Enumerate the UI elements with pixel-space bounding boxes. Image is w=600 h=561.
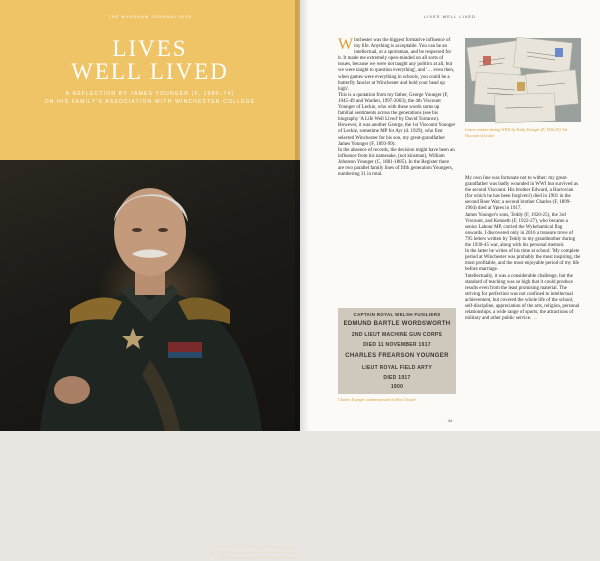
portrait-caption	[186, 544, 296, 561]
paragraph: James Younger's sons, Teddy (F, 1920-25), the 3rd Viscount, and Kenneth (F, 1922-27), who became a senior Labour MP, carried the Wykehamical flag onwards. I discovered only in 2016 a treasure trove of 795 letters written by Teddy to my grandmother during the 1930-45 war, along with his personal memoir.	[465, 212, 576, 249]
left-page	[0, 0, 300, 560]
paragraph: In the latter he writes of his time at school: 'My complete period at Winchester was probably the most inspiring, the most profitable, and the most enjoyable period of my life before marriage.	[465, 249, 581, 273]
running-head-right: LIVES WELL LIVED	[424, 14, 476, 19]
title-panel	[0, 0, 300, 180]
carving-line: DIED 11 NOVEMBER 1917	[363, 342, 431, 348]
war-cloister-carving-photo	[338, 308, 456, 394]
article-title	[0, 37, 300, 83]
caption-line-1: James Younger (F, 1893–95) 1st Viscount of Leckie,	[213, 544, 296, 549]
drop-cap: W	[338, 36, 354, 53]
article-subtitle	[0, 90, 300, 106]
carving-line: 2ND LIEUT MACHINE GUN CORPS	[351, 332, 443, 338]
paragraph: However, it was another George, the 1st Viscount Younger of Leckie, sometime MP for Ayr (d. 1929), who first selected Winchester for his son, my great-grandfather James Younger (F, 1893-99).	[338, 123, 456, 147]
portrait-illustration	[0, 160, 300, 431]
paragraph: My own line was fortunate not to wither: my great-grandfather was badly wounded in WWI but survived as the second Viscount. His brother Edward, a Harrovian (for which he has been forgiven!) died in 1901 in the second Boer War; a second brother Charles (F, 1899-1904) died at Ypres in 1917.	[465, 176, 578, 212]
letters-illustration	[465, 38, 581, 122]
title-line-1: LIVES	[112, 36, 188, 61]
carving-line: 1900	[390, 384, 404, 390]
subtitle-line-1: A REFLECTION BY JAMES YOUNGER (F, 1980–74)	[65, 91, 235, 97]
carving-line: CHARLES FREARSON YOUNGER	[345, 353, 449, 359]
carving-line: DIED 1917	[383, 375, 411, 381]
paragraph-text: inchester was the biggest formative influence of my life. Anything is acceptable. You can be an intellectual, or a sportsman, and be respected for it. It made me extremely open-minded on all sorts of issues, because we were not taught any politics at all, but we were taught to question everything', and '… even then, when games were everything in schools, you could be a butterfly fancier at Winchester and hold your head up high'.	[338, 38, 455, 92]
paragraph	[465, 274, 581, 323]
body-column-1	[338, 38, 456, 178]
page-number: 44	[447, 418, 453, 423]
page-gutter	[295, 0, 309, 431]
paragraph-text: 'Intellectually, it was a considerable challenge, but the standard of teaching was so high that it could produce results even from the least promising material. The striving for perfection was not confined to intellectual achievement, but covered the whole life of the school, self-discipline, appreciation of the arts, religion, personal relationships, a wide range of sports, the attractions of military and other public service.	[465, 273, 580, 322]
running-head: THE WYKEHAM JOURNAL 2025	[108, 14, 192, 19]
caption-line-2: the author's great-grandfather in his Royal Company	[210, 549, 296, 555]
paragraph: In the absence of records, the decision might have been an influence from his namesake, (not kinsman), William Johnston Younger (C, 1881-1885). In the Register there are two parallel family lines of fifth generation Youngers, numbering 31 in total.	[338, 147, 455, 178]
title-line-2: WELL LIVED	[71, 59, 229, 84]
right-page	[300, 0, 600, 431]
letters-photo	[465, 38, 581, 122]
portrait-painting	[0, 160, 300, 560]
carving-line: LIEUT ROYAL FIELD ARTY	[361, 365, 433, 371]
body-column-2	[465, 176, 581, 322]
paragraph: This is a quotation from my father, George Younger (F, 1945-49 and Warden, 1997-2003), the 4th Viscount Younger of Leckie, who with these words sums up familial sentiments across the generations (see his biography 'A Life Well Lived' by David Torrance).	[338, 92, 449, 123]
carving-line: EDMUND BARTLE WORDSWORTH	[343, 321, 451, 327]
subtitle-line-2: ON HIS FAMILY'S ASSOCIATION WITH WINCHESTER COLLEGE	[44, 99, 256, 105]
letters-caption: Letters written during WWII by Teddy Younger (F, 1920-25) 3rd Viscount of Leckie	[465, 127, 568, 138]
carving-caption: Charles Younger commemorated in War Cloister	[338, 397, 417, 402]
carving-line: CAPTAIN ROYAL WELSH FUSILIERS	[353, 312, 441, 317]
paragraph	[338, 38, 456, 93]
caption-line-3: of Archers uniform painted by Stanley Cursiter	[220, 555, 296, 560]
continue-arrow-icon: →	[532, 316, 538, 322]
